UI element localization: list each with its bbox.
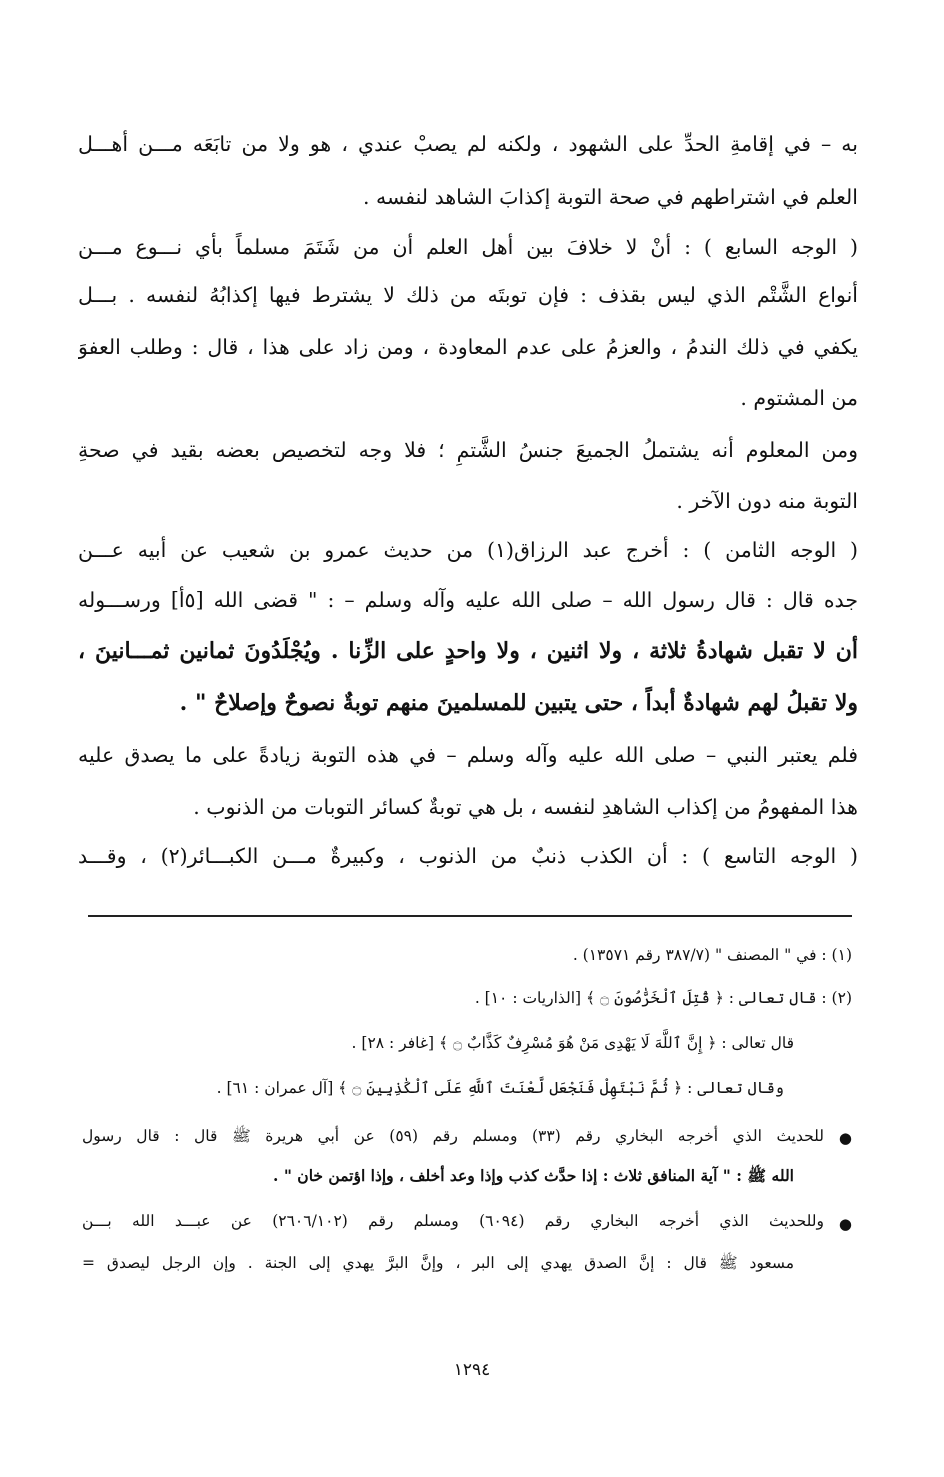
body-line-5: يكفي في ذلك الندمُ ، والعزمُ على عدم المعاودة ، ومن زاد على هذا ، قال : وطلب العفوَ [78, 335, 858, 359]
body-line-6: من المشتوم . [740, 386, 858, 410]
page-number: ١٢٩٤ [453, 1360, 491, 1380]
footnote-hadith-1-cont: الله ﷺ : " آية المنافق ثلاث : إذا حدَّث كذب وإذا وعد أخلف ، وإذا اؤتمن خان " . [273, 1166, 794, 1185]
footnote-2-verse-2: قال تعالى : ﴿ إِنَّ ٱللَّهَ لَا يَهْدِى مَنْ هُوَ مُسْرِفٌ كَذَّابٌ ۝ ﴾ [غافر : ٢٨] . [351, 1034, 794, 1052]
body-line-13: فلم يعتبر النبي – صلى الله عليه وآله وسلم – في هذه التوبة زيادةً على ما يصدق عليه [78, 743, 858, 767]
footnote-hadith-2: وللحديث الذي أخرجه البخاري رقم (٦٠٩٤) ومسلم رقم (٢٦٠٦/١٠٢) عن عبـــد الله بـــن [82, 1212, 824, 1230]
body-line-4: أنواع الشَّتْم الذي ليس بقذف : فإن توبتَه من ذلك لا يشترط فيها إكذابُهُ لنفسه . بـــل [78, 283, 858, 307]
body-line-14: هذا المفهومُ من إكذاب الشاهدِ لنفسه ، بل هي توبةٌ كسائر التوبات من الذنوب . [193, 795, 858, 819]
body-line-15: ( الوجه التاسع ) : أن الكذب ذنبٌ من الذنوب ، وكبيرةٌ مـــن الكبـــائر(٢) ، وقـــد [78, 844, 858, 868]
footnote-hadith-2-cont: مسعود ﷺ قال : إنَّ الصدق يهدي إلى البر ، وإنَّ البرَّ يهدي إلى الجنة . وإن الرجل ليصدق = [82, 1254, 794, 1272]
body-line-1: به – في إقامةِ الحدِّ على الشهود ، ولكنه لم يصبْ عندي ، هو ولا من تابَعَه مـــن أهـــل [78, 132, 858, 156]
body-line-8: التوبة منه دون الآخر . [676, 489, 858, 513]
body-line-10: جده قال : قال رسول الله – صلى الله عليه وآله وسلم – : " قضى الله [٥أ] ورســـوله [78, 588, 858, 612]
body-line-3: ( الوجه السابع ) : أنْ لا خلافَ بين أهل العلم أن من شَتَمَ مسلماً بأي نـــوع مـــن [78, 235, 858, 259]
body-line-12: ولا تقبلُ لهم شهادةٌ أبداً ، حتى يتبين للمسلمينَ منهم توبةٌ نصوحٌ وإصلاحٌ " . [179, 690, 858, 716]
footnote-hadith-1: للحديث الذي أخرجه البخاري رقم (٣٣) ومسلم رقم (٥٩) عن أبي هريرة ﷺ قال : قال رسول [82, 1127, 824, 1145]
bullet-icon: ● [838, 1215, 852, 1233]
footnote-1: (١) : في " المصنف " (٣٨٧/٧ رقم ١٣٥٧١) . [572, 946, 852, 964]
footnote-2: (٢) : قال تعالى : ﴿ قُتِلَ ٱلْخَرَّٰصُونَ ۝ ﴾ [الذاريات : ١٠] . [474, 989, 852, 1007]
body-line-9: ( الوجه الثامن ) : أخرج عبد الرزاق(١) من حديث عمرو بن شعيب عن أبيه عـــن [78, 538, 858, 562]
bullet-icon: ● [838, 1129, 852, 1147]
footnote-divider [88, 915, 852, 917]
footnote-2-verse-3: وقال تعالى : ﴿ ثُمَّ نَبْتَهِلْ فَنَجْعَل لَّعْنَتَ ٱللَّهِ عَلَى ٱلْكَٰذِبِينَ ۝ ﴾ [آل عمران : ٦١] . [216, 1079, 784, 1097]
body-line-7: ومن المعلوم أنه يشتملُ الجميعَ جنسُ الشَّتمِ ؛ فلا وجه لتخصيص بعضه بقيد في صحةِ [78, 438, 858, 462]
body-line-11: أن لا تقبل شهادةُ ثلاثة ، ولا اثنين ، ولا واحدٍ على الزِّنا . ويُجْلَدُونَ ثمانين ثمـــانينَ ، [78, 638, 858, 664]
body-line-2: العلم في اشتراطهم في صحة التوبة إكذابَ الشاهد لنفسه . [362, 185, 858, 209]
